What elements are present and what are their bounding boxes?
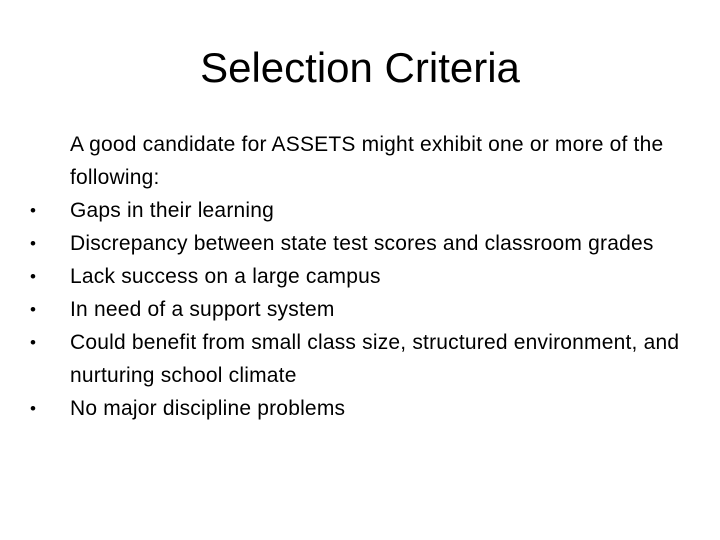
bullet-icon: • (30, 267, 37, 286)
bullet-item (30, 293, 692, 326)
bullet-text: Lack success on a large campus (70, 265, 381, 288)
bullet-item (30, 194, 692, 227)
bullet-item (30, 260, 692, 293)
bullet-item (30, 227, 692, 260)
bullet-icon: • (30, 201, 37, 220)
bullet-text: Gaps in their learning (70, 199, 275, 222)
bullet-icon: • (30, 333, 37, 352)
bullet-list (30, 194, 692, 425)
intro-text: A good candidate for ASSETS might exhibit one or more of the following: (70, 133, 664, 189)
slide-title: Selection Criteria (200, 44, 520, 91)
bullet-text: In need of a support system (70, 298, 335, 321)
bullet-item (30, 326, 692, 392)
bullet-item (30, 392, 692, 425)
slide-body (30, 128, 692, 425)
bullet-text: No major discipline problems (70, 397, 346, 420)
bullet-icon: • (30, 399, 37, 418)
bullet-icon: • (30, 300, 37, 319)
bullet-text: Could benefit from small class size, structured environment, and nurturing school climate (70, 331, 680, 387)
bullet-icon: • (30, 234, 37, 253)
bullet-text: Discrepancy between state test scores and classroom grades (70, 232, 654, 255)
